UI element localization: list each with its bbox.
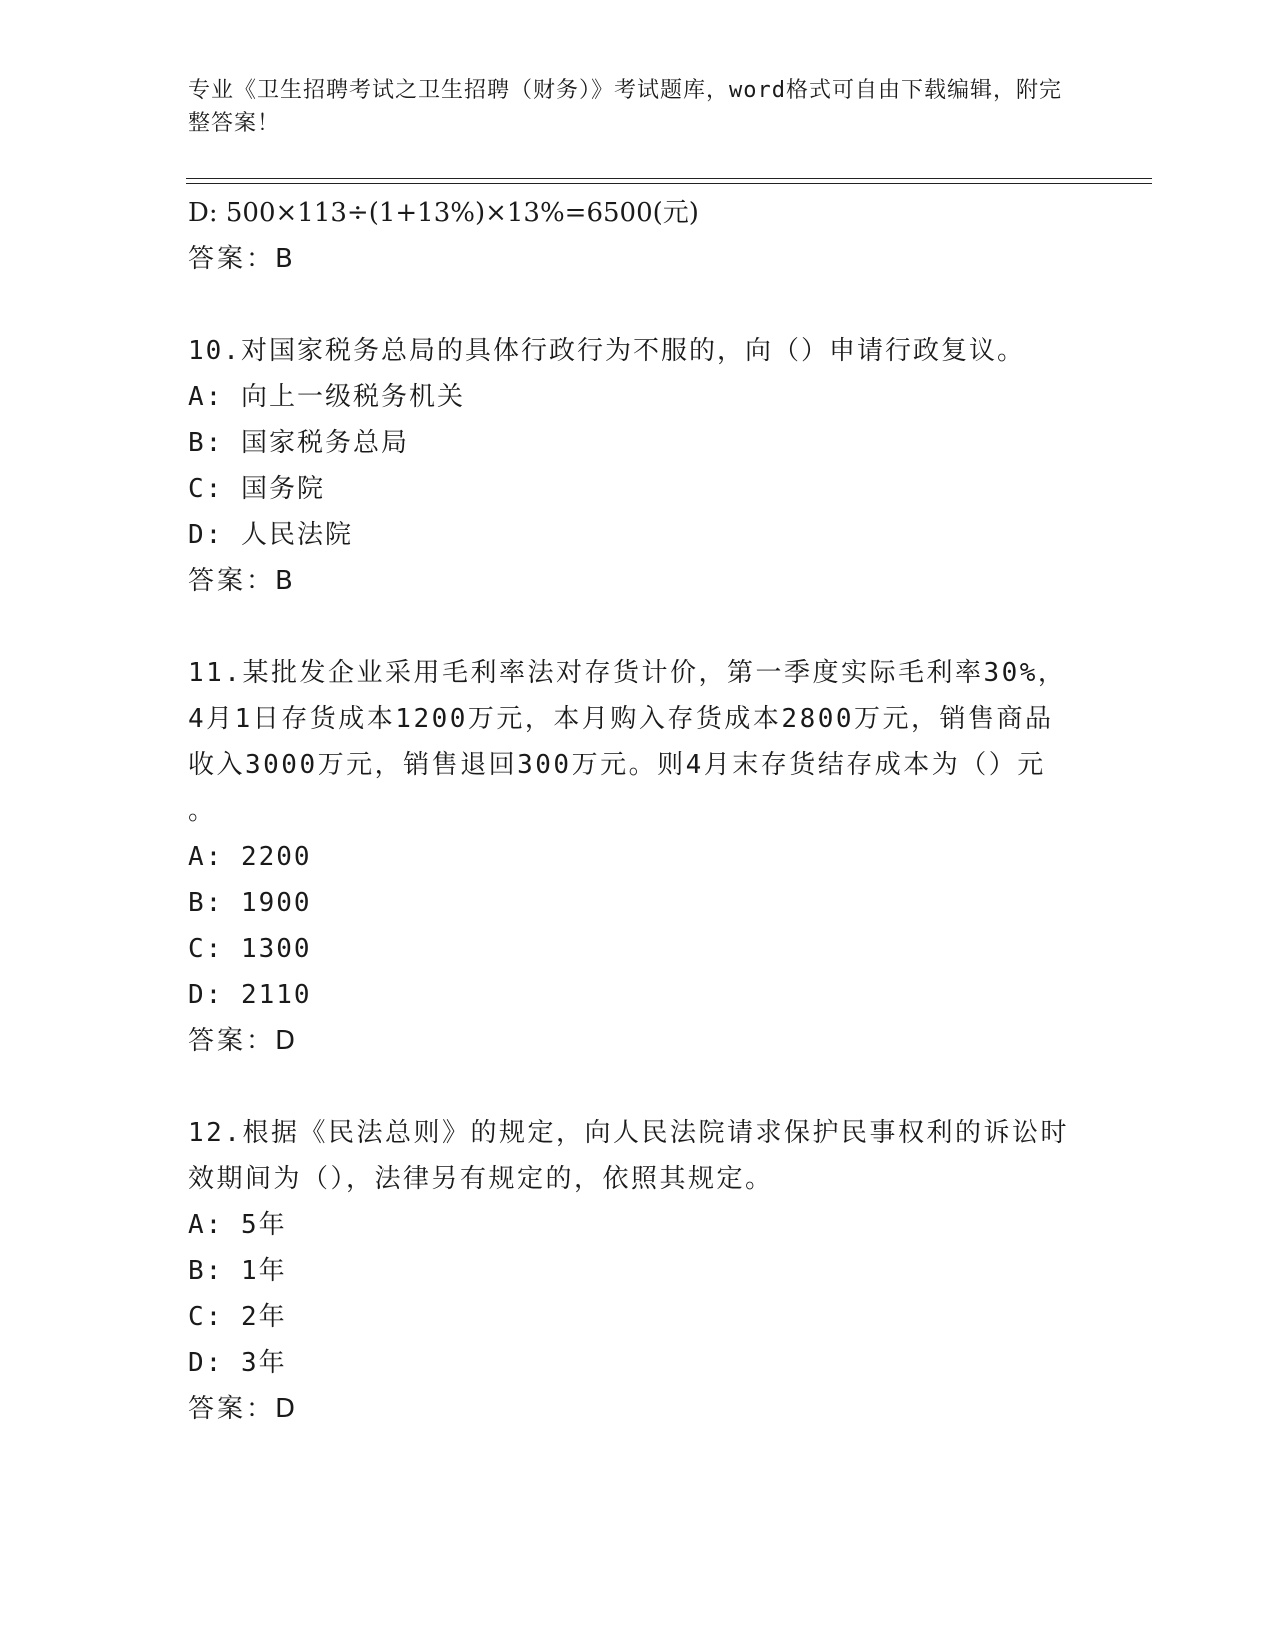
spacer bbox=[188, 282, 1088, 328]
stem-line: 12.根据《民法总则》的规定，向人民法院请求保护民事权利的诉讼时 bbox=[188, 1118, 1069, 1148]
option-c: C: 国务院 bbox=[188, 474, 325, 504]
answer-label: 答案：B bbox=[188, 566, 296, 596]
answer-label: 答案：B bbox=[188, 244, 296, 274]
header-rule-top bbox=[186, 178, 1152, 179]
stem-line: 收入3000万元，销售退回300万元。则4月末存货结存成本为（）元 bbox=[188, 750, 1046, 780]
option-d: D: 3年 bbox=[188, 1348, 287, 1378]
option-a: A: 5年 bbox=[188, 1210, 287, 1240]
option-d: D: 500×113÷(1+13%)×13%=6500(元) bbox=[188, 198, 699, 228]
option-d: D: 2110 bbox=[188, 980, 312, 1010]
stem-line: 4月1日存货成本1200万元，本月购入存货成本2800万元，销售商品 bbox=[188, 704, 1054, 734]
spacer bbox=[188, 604, 1088, 650]
stem-line: 11.某批发企业采用毛利率法对存货计价，第一季度实际毛利率30%， bbox=[188, 658, 1067, 688]
option-b: B: 1900 bbox=[188, 888, 312, 918]
option-c: C: 1300 bbox=[188, 934, 312, 964]
option-b: B: 1年 bbox=[188, 1256, 287, 1286]
answer-label: 答案：D bbox=[188, 1394, 299, 1424]
option-a: A: 2200 bbox=[188, 842, 312, 872]
header-rule-bottom bbox=[186, 183, 1152, 184]
question-12 bbox=[188, 1110, 1088, 1432]
question-11 bbox=[188, 650, 1088, 1064]
stem-line: 效期间为（），法律另有规定的，依照其规定。 bbox=[188, 1164, 774, 1194]
option-d: D: 人民法院 bbox=[188, 520, 353, 550]
question-list bbox=[188, 190, 1088, 1432]
page-header: 专业《卫生招聘考试之卫生招聘（财务）》考试题库，word格式可自由下载编辑，附完整答案！ bbox=[188, 78, 1062, 136]
option-b: B: 国家税务总局 bbox=[188, 428, 409, 458]
question-9-tail bbox=[188, 190, 1088, 282]
question-stem bbox=[188, 650, 1088, 834]
question-stem bbox=[188, 1110, 1088, 1202]
answer-label: 答案：D bbox=[188, 1026, 299, 1056]
question-stem: 10.对国家税务总局的具体行政行为不服的，向（）申请行政复议。 bbox=[188, 336, 1025, 366]
option-c: C: 2年 bbox=[188, 1302, 287, 1332]
question-10 bbox=[188, 328, 1088, 604]
option-a: A: 向上一级税务机关 bbox=[188, 382, 465, 412]
spacer bbox=[188, 1064, 1088, 1110]
stem-line: 。 bbox=[188, 796, 217, 826]
